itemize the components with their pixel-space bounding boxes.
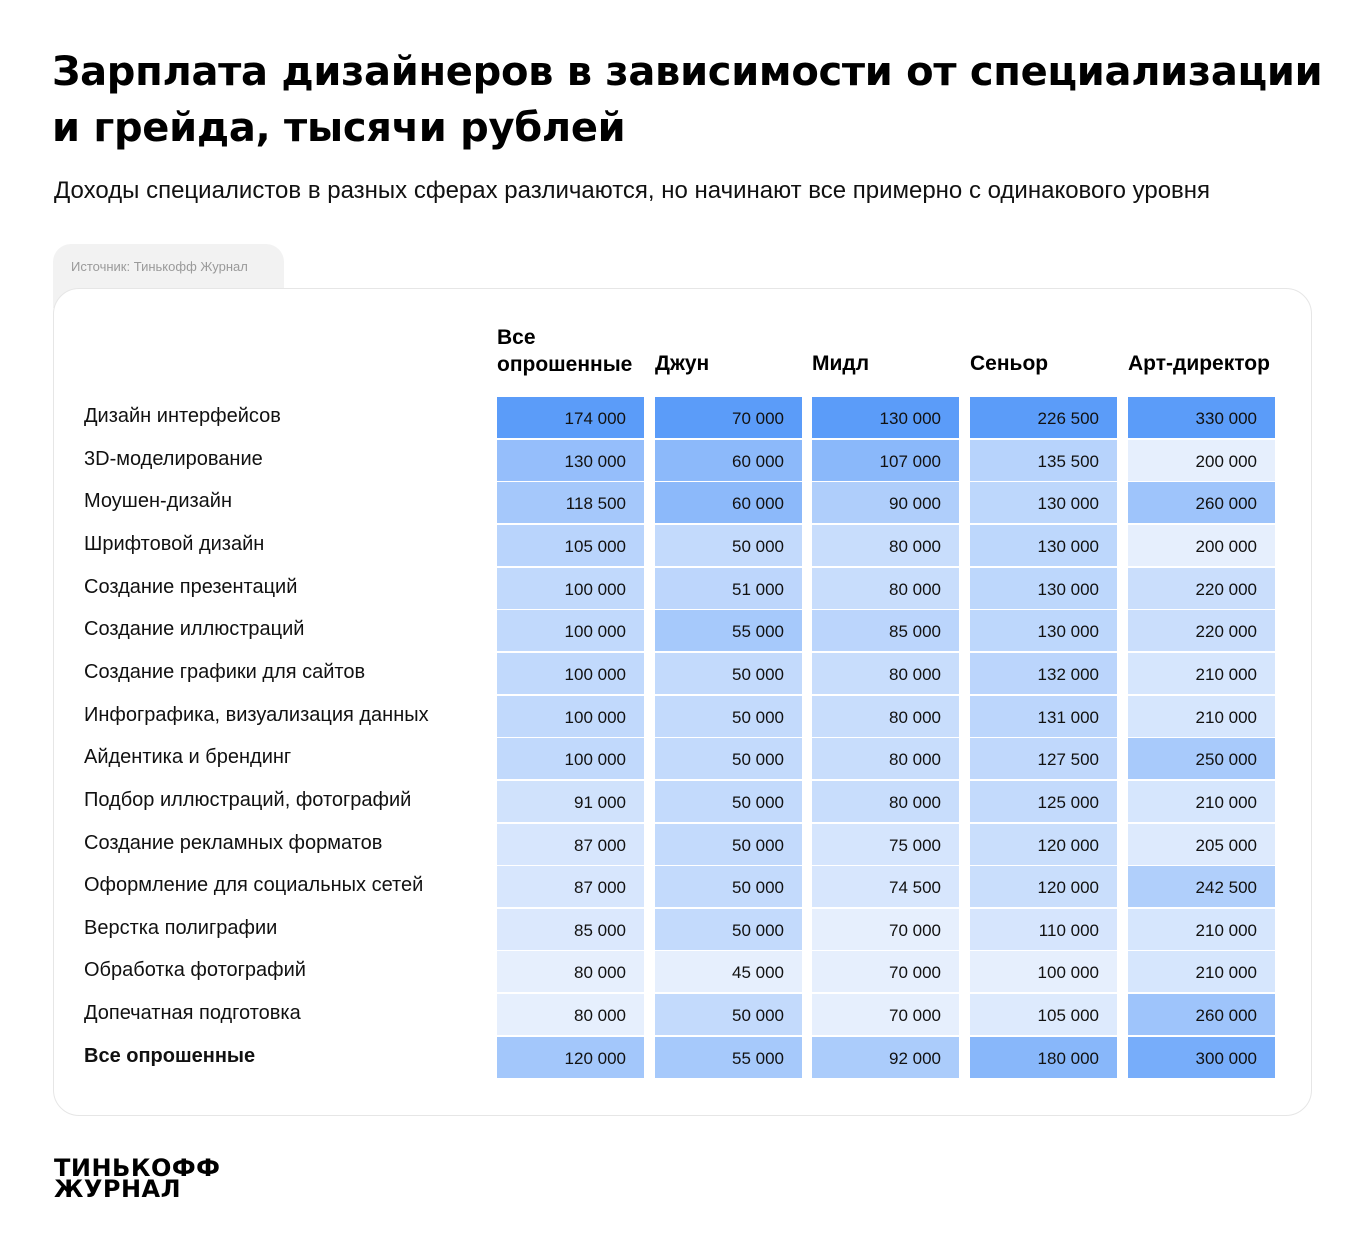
row-label: 3D-моделирование (84, 447, 263, 470)
heatmap-cell: 260 000 (1128, 994, 1275, 1035)
heatmap-cell: 50 000 (655, 696, 802, 737)
heatmap-cell: 260 000 (1128, 482, 1275, 523)
heatmap-cell: 210 000 (1128, 951, 1275, 992)
heatmap-cell: 80 000 (812, 525, 959, 566)
heatmap-cell: 51 000 (655, 568, 802, 609)
row-label: Обработка фотографий (84, 959, 306, 982)
heatmap-cell: 100 000 (497, 568, 644, 609)
heatmap-cell: 220 000 (1128, 610, 1275, 651)
heatmap-cell: 118 500 (497, 482, 644, 523)
page-subtitle: Доходы специалистов в разных сферах различаются, но начинают все примерно с одинакового уровня (54, 177, 1211, 204)
column-header: Сеньор (970, 352, 1049, 375)
logo-line-2: ЖУРНАЛ (54, 1175, 182, 1203)
heatmap-cell: 127 500 (970, 738, 1117, 779)
heatmap-cell: 330 000 (1128, 397, 1275, 438)
heatmap-cell: 74 500 (812, 866, 959, 907)
heatmap-cell: 60 000 (655, 482, 802, 523)
heatmap-cell: 300 000 (1128, 1037, 1275, 1078)
heatmap-cell: 100 000 (497, 738, 644, 779)
heatmap-cell: 200 000 (1128, 440, 1275, 481)
heatmap-cell: 110 000 (970, 909, 1117, 950)
heatmap-cell: 130 000 (970, 610, 1117, 651)
heatmap-cell: 70 000 (812, 909, 959, 950)
row-label: Шрифтовой дизайн (84, 532, 265, 555)
row-label: Верстка полиграфии (84, 916, 278, 939)
heatmap-cell: 100 000 (497, 653, 644, 694)
heatmap-cell: 50 000 (655, 824, 802, 865)
heatmap-cell: 91 000 (497, 781, 644, 822)
row-label: Создание графики для сайтов (84, 660, 366, 683)
heatmap-cell: 220 000 (1128, 568, 1275, 609)
brand-logo (54, 1154, 221, 1203)
heatmap-cell: 87 000 (497, 866, 644, 907)
heatmap-cell: 131 000 (970, 696, 1117, 737)
logo-line-1: ТИНЬКОФФ (54, 1154, 221, 1182)
heatmap-cell: 70 000 (812, 951, 959, 992)
heatmap-cell: 45 000 (655, 951, 802, 992)
heatmap-cell: 120 000 (970, 866, 1117, 907)
heatmap-cell: 85 000 (812, 610, 959, 651)
heatmap-cell: 210 000 (1128, 696, 1275, 737)
row-label: Допечатная подготовка (84, 1002, 301, 1025)
heatmap-cell: 210 000 (1128, 909, 1275, 950)
heatmap-cell: 70 000 (812, 994, 959, 1035)
heatmap-cell: 80 000 (812, 568, 959, 609)
heatmap-cell: 100 000 (497, 610, 644, 651)
heatmap-cell: 107 000 (812, 440, 959, 481)
heatmap-cell: 120 000 (970, 824, 1117, 865)
heatmap-cell: 226 500 (970, 397, 1117, 438)
heatmap-cell: 210 000 (1128, 781, 1275, 822)
heatmap-cell: 130 000 (970, 525, 1117, 566)
heatmap-cell: 90 000 (812, 482, 959, 523)
row-label: Оформление для социальных сетей (84, 874, 424, 897)
heatmap-cell: 80 000 (812, 781, 959, 822)
row-label: Моушен-дизайн (84, 490, 233, 513)
heatmap-cell: 130 000 (970, 482, 1117, 523)
heatmap-cell: 174 000 (497, 397, 644, 438)
heatmap-cell: 120 000 (497, 1037, 644, 1078)
heatmap-cell: 50 000 (655, 653, 802, 694)
heatmap-cell: 75 000 (812, 824, 959, 865)
heatmap-cell: 105 000 (497, 525, 644, 566)
heatmap-cell: 50 000 (655, 994, 802, 1035)
heatmap-cell: 132 000 (970, 653, 1117, 694)
source-label: Источник: Тинькофф Журнал (71, 259, 248, 274)
row-label: Все опрошенные (84, 1044, 256, 1067)
column-header: Все опрошенные (497, 326, 633, 376)
heatmap-cell: 92 000 (812, 1037, 959, 1078)
heatmap-cell: 180 000 (970, 1037, 1117, 1078)
heatmap-cell: 250 000 (1128, 738, 1275, 779)
heatmap-cell: 200 000 (1128, 525, 1275, 566)
heatmap-cell: 100 000 (497, 696, 644, 737)
heatmap-cell: 60 000 (655, 440, 802, 481)
heatmap-cell: 210 000 (1128, 653, 1275, 694)
heatmap-cell: 80 000 (497, 994, 644, 1035)
row-label: Создание презентаций (84, 575, 298, 598)
heatmap-cell: 205 000 (1128, 824, 1275, 865)
heatmap-cell: 130 000 (497, 440, 644, 481)
row-label: Создание рекламных форматов (84, 831, 383, 854)
column-header: Джун (655, 352, 710, 375)
heatmap-cell: 125 000 (970, 781, 1117, 822)
heatmap-cell: 130 000 (970, 568, 1117, 609)
row-label: Инфографика, визуализация данных (84, 703, 429, 726)
heatmap-cell: 105 000 (970, 994, 1117, 1035)
heatmap-cell: 100 000 (970, 951, 1117, 992)
heatmap-cell: 55 000 (655, 610, 802, 651)
row-label: Дизайн интерфейсов (84, 405, 281, 427)
row-label: Подбор иллюстраций, фотографий (84, 788, 412, 811)
row-label: Создание иллюстраций (84, 618, 305, 641)
heatmap-cell: 242 500 (1128, 866, 1275, 907)
column-header: Арт-директор (1128, 352, 1270, 375)
heatmap-cell: 80 000 (812, 653, 959, 694)
heatmap-cell: 80 000 (812, 738, 959, 779)
heatmap-cell: 70 000 (655, 397, 802, 438)
heatmap-cell: 50 000 (655, 525, 802, 566)
heatmap-cell: 50 000 (655, 738, 802, 779)
heatmap-cell: 55 000 (655, 1037, 802, 1078)
page-title: Зарплата дизайнеров в зависимости от специализации и грейда, тысячи рублей (52, 49, 1323, 151)
heatmap-cell: 85 000 (497, 909, 644, 950)
heatmap-cell: 87 000 (497, 824, 644, 865)
heatmap-cell: 50 000 (655, 909, 802, 950)
heatmap-cell: 130 000 (812, 397, 959, 438)
heatmap-cell: 135 500 (970, 440, 1117, 481)
heatmap-cell: 50 000 (655, 866, 802, 907)
heatmap-cell: 80 000 (497, 951, 644, 992)
row-label: Айдентика и брендинг (84, 746, 292, 769)
heatmap-cell: 50 000 (655, 781, 802, 822)
heatmap-cell: 80 000 (812, 696, 959, 737)
column-header: Мидл (812, 352, 870, 375)
